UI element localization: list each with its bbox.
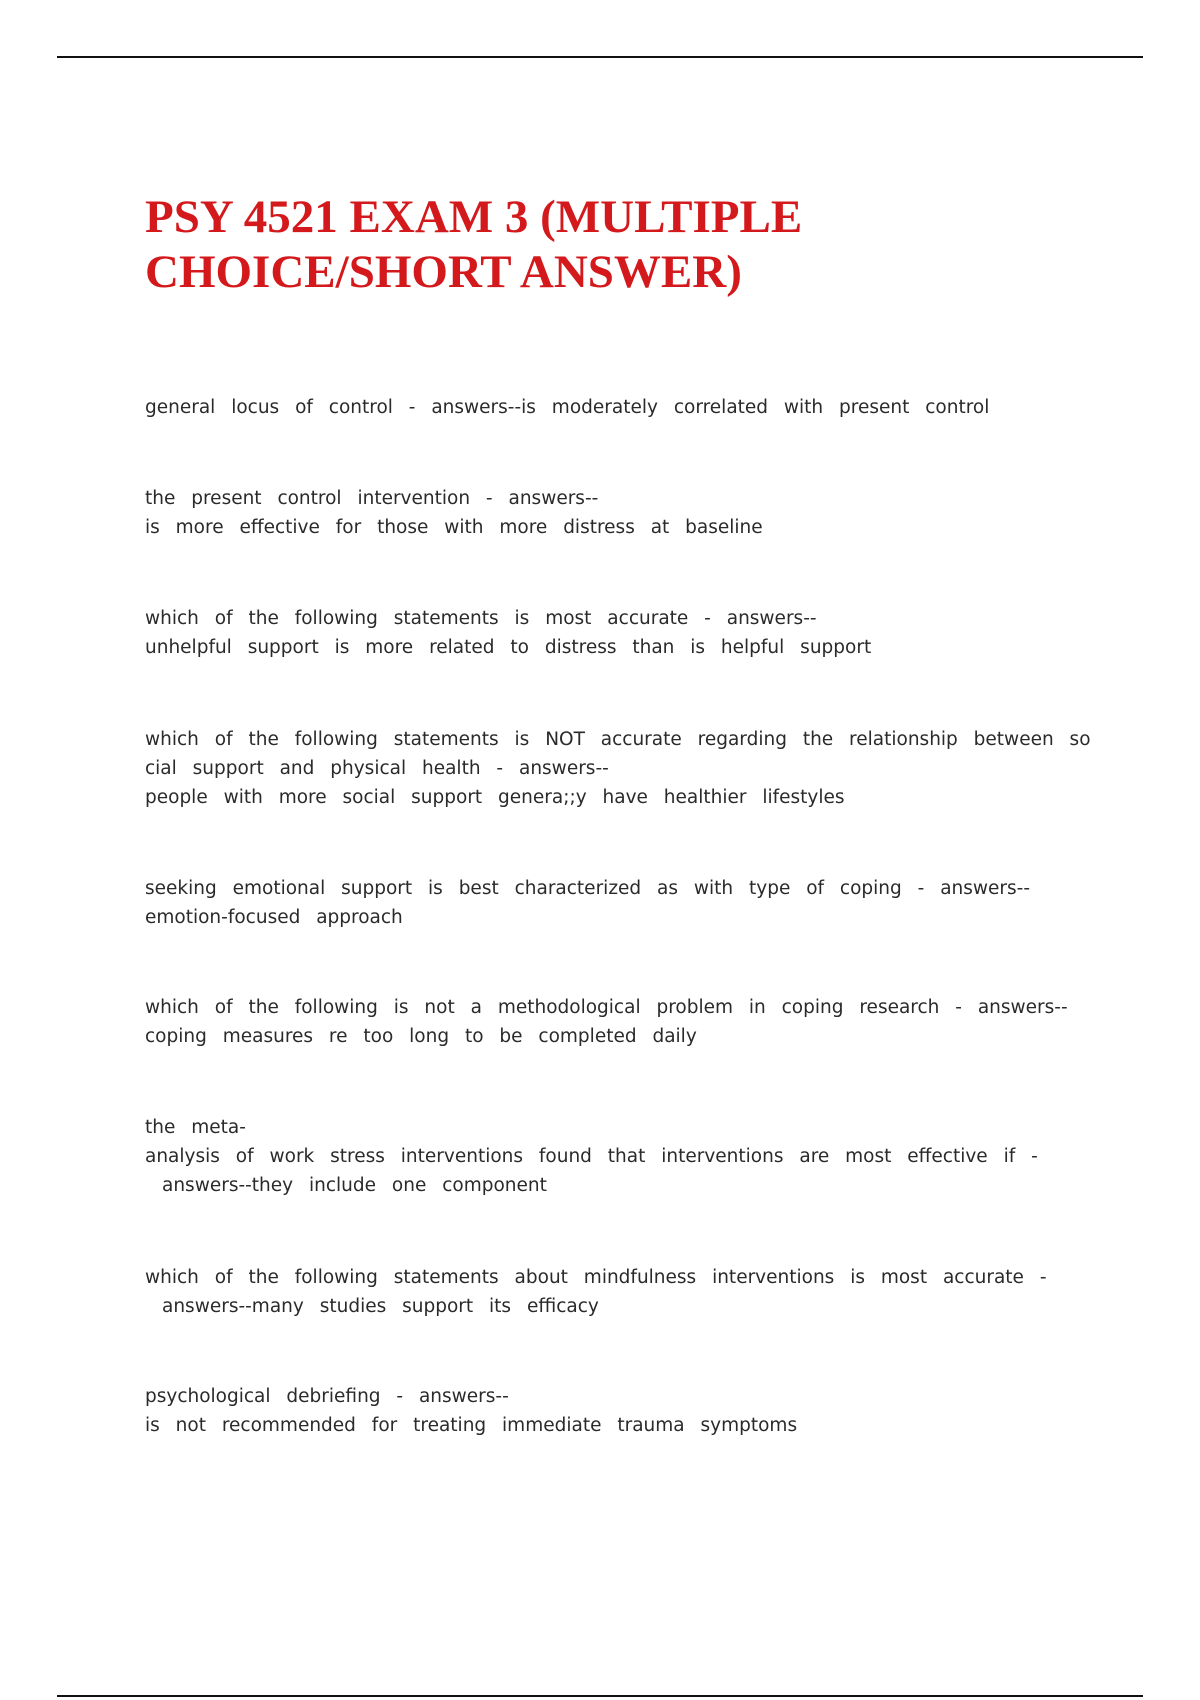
- qa-line: which of the following is not a methodological problem in coping research - answers--: [145, 997, 1068, 1018]
- qa-line: unhelpful support is more related to distress than is helpful support: [145, 637, 872, 658]
- qa-item: [145, 1263, 1085, 1321]
- qa-line: is more effective for those with more distress at baseline: [145, 517, 763, 538]
- qa-line: people with more social support genera;;y have healthier lifestyles: [145, 787, 845, 808]
- qa-line: which of the following statements about mindfulness interventions is most accurate -: [145, 1267, 1047, 1288]
- document-title: [145, 190, 1105, 300]
- qa-item: [145, 1113, 1085, 1200]
- qa-line: psychological debriefing - answers--: [145, 1386, 509, 1407]
- qa-line: which of the following statements is most accurate - answers--: [145, 608, 817, 629]
- qa-item: [145, 993, 1085, 1051]
- qa-line: emotion-focused approach: [145, 907, 403, 928]
- qa-line: general locus of control - answers--is moderately correlated with present control: [145, 397, 990, 418]
- qa-line: is not recommended for treating immediate trauma symptoms: [145, 1415, 798, 1436]
- qa-line: the present control intervention - answers--: [145, 488, 599, 509]
- qa-line: cial support and physical health - answers--: [145, 758, 609, 779]
- qa-item: [145, 1382, 1085, 1440]
- qa-line: the meta-: [145, 1117, 246, 1138]
- qa-line: which of the following statements is NOT accurate regarding the relationship between so: [145, 729, 1091, 750]
- qa-item: [145, 393, 1085, 422]
- qa-item: [145, 484, 1085, 542]
- qa-line: answers--many studies support its efficacy: [162, 1296, 599, 1317]
- qa-line: seeking emotional support is best characterized as with type of coping - answers--: [145, 878, 1031, 899]
- title-line-1: PSY 4521 EXAM 3 (MULTIPLE: [145, 191, 803, 243]
- qa-line: answers--they include one component: [162, 1175, 547, 1196]
- header-rule: [57, 56, 1143, 58]
- qa-item: [145, 725, 1091, 812]
- qa-item: [145, 604, 1085, 662]
- qa-line: coping measures re too long to be completed daily: [145, 1026, 697, 1047]
- footer-rule: [57, 1695, 1143, 1697]
- qa-item: [145, 874, 1085, 932]
- title-line-2: CHOICE/SHORT ANSWER): [145, 246, 742, 298]
- qa-line: analysis of work stress interventions found that interventions are most effective if -: [145, 1146, 1038, 1167]
